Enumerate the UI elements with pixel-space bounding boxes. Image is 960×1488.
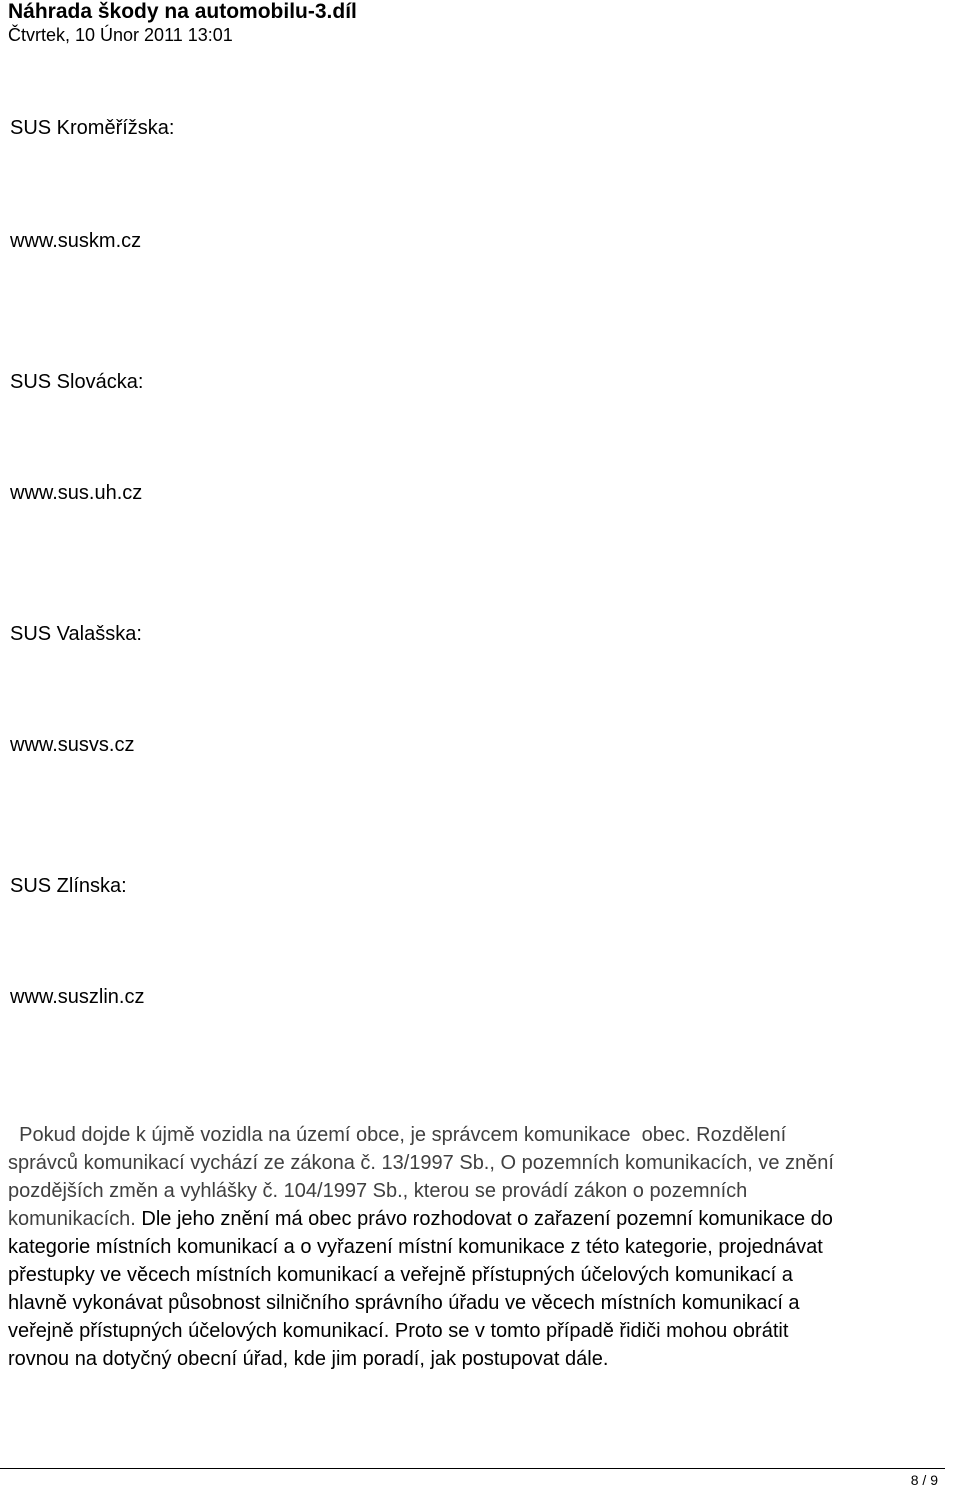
paragraph-line: pozdějších změn a vyhlášky č. 104/1997 Sb., kterou se provádí zákon o pozemních [8,1180,748,1202]
paragraph-fragment-gray: komunikacích. [8,1208,136,1230]
paragraph-intro [8,1121,948,1205]
entry-sus-zlinska: SUS Zlínska: [10,875,127,897]
paragraph-line: přestupky ve věcech místních komunikací a veřejně přístupných účelových komunikací a [8,1264,793,1286]
paragraph-line: Pokud dojde k újmě vozidla na území obce, je správcem komunikace obec. Rozdělení [8,1124,787,1146]
entry-sus-valasska: SUS Valašska: [10,623,142,645]
paragraph-line: hlavně vykonávat působnost silničního správního úřadu ve věcech místních komunikací a [8,1292,800,1314]
document-date: Čtvrtek, 10 Únor 2011 13:01 [8,25,233,45]
document-title: Náhrada škody na automobilu-3.díl [8,0,357,23]
paragraph-line: správců komunikací vychází ze zákona č. 13/1997 Sb., O pozemních komunikacích, ve znění [8,1152,834,1174]
entry-susvs-url: www.susvs.cz [10,734,135,756]
paragraph-mixed-line [8,1205,948,1233]
paragraph-fragment-black: Dle jeho znění má obec právo rozhodovat o zařazení pozemní komunikace do [135,1208,833,1230]
entry-sus-slovacka: SUS Slovácka: [10,371,144,393]
entry-suskm-url: www.suskm.cz [10,230,142,252]
paragraph-line: rovnou na dotyčný obecní úřad, kde jim poradí, jak postupovat dále. [8,1348,609,1370]
paragraph-body [8,1205,948,1373]
entry-susuh-url: www.sus.uh.cz [10,482,143,504]
page-number: 8 / 9 [910,1472,938,1488]
entry-sus-kromerizska: SUS Kroměřížska: [10,117,175,139]
entry-suszlin-url: www.suszlin.cz [10,986,145,1008]
document-header [8,0,357,46]
paragraph-line: kategorie místních komunikací a o vyřazení místní komunikace z této kategorie, projednávat [8,1236,823,1258]
footer-divider [0,1468,945,1469]
paragraph-line: veřejně přístupných účelových komunikací. Proto se v tomto případě řidiči mohou obrátit [8,1320,789,1342]
